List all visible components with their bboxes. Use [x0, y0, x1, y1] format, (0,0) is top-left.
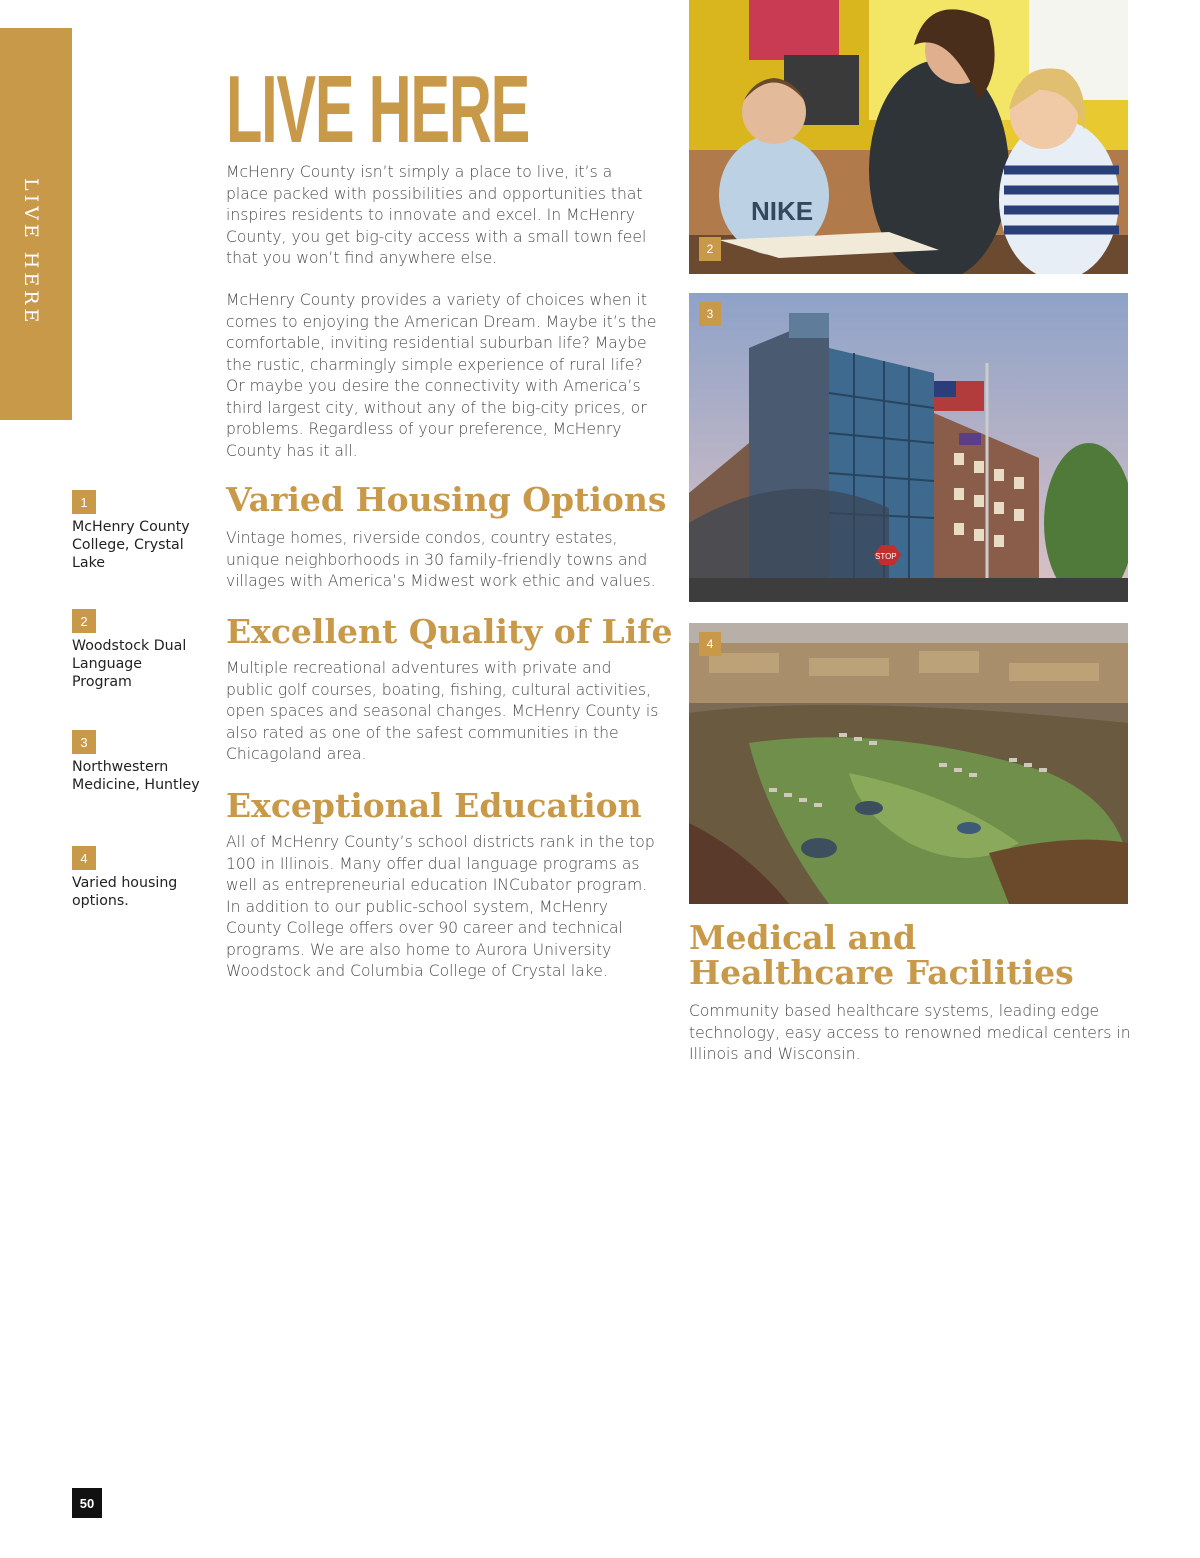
aerial-photo [689, 623, 1128, 904]
intro-paragraph-2: McHenry County provides a variety of choices when it comes to enjoying the American Dream. Maybe it’s the comfortable, inviting residential suburban life? Maybe the rustic, charmingly simple experience of rural life? Or maybe you desire the connectivity with America’s third largest city, without any of the big-city prices, or problems. Regardless of your preference, McHenry County has it all. [226, 291, 657, 460]
hospital-illustration [689, 293, 1128, 602]
page-title: LIVE HERE [226, 56, 530, 163]
section-heading-housing: Varied Housing Options [226, 480, 667, 519]
college-illustration [0, 1000, 1200, 1558]
college-photo [0, 1000, 1200, 1558]
caption-text-3: Northwestern Medicine, Huntley [72, 759, 200, 793]
caption-text-2: Woodstock Dual Language Program [72, 638, 187, 690]
caption-text-4: Varied housing options. [72, 875, 178, 909]
aerial-illustration [689, 623, 1128, 904]
page-number: 50 [72, 1488, 102, 1518]
medical-heading-line-2: Healthcare Facilities [689, 953, 1074, 992]
stop-sign-text: STOP [875, 552, 897, 561]
shirt-text: NIKE [751, 196, 814, 226]
college-sign-text: McHENRY COUNTY COLLEGE [530, 1208, 753, 1224]
classroom-photo [689, 0, 1128, 274]
photo-badge-2: 2 [699, 237, 721, 261]
caption-badge-1: 1 [72, 490, 96, 514]
caption-badge-2: 2 [72, 609, 96, 633]
photo-badge-3: 3 [699, 302, 721, 326]
photo-badge-1: 1 [228, 1029, 250, 1053]
classroom-illustration [689, 0, 1128, 274]
section-body-education: All of McHenry County’s school districts rank in the top 100 in Illinois. Many offer dual language programs as well as entrepreneurial education INCubator program. In addition to our public-school system, McHenry County College offers over 90 career and technical programs. We are also home to Aurora University Woodstock and Columbia College of Crystal lake. [226, 833, 655, 980]
medical-heading-line-1: Medical and [689, 918, 917, 957]
caption-text-1: McHenry County College, Crystal Lake [72, 519, 190, 571]
section-body-quality: Multiple recreational adventures with private and public golf courses, boating, fishing, cultural activities, open spaces and seasonal changes. McHenry County is also rated as one of the safest communities in the Chicagoland area. [226, 659, 659, 763]
section-heading-quality: Excellent Quality of Life [226, 612, 673, 651]
caption-badge-3: 3 [72, 730, 96, 754]
hospital-photo [689, 293, 1128, 602]
photo-badge-4: 4 [699, 632, 721, 656]
section-heading-education: Exceptional Education [226, 786, 642, 825]
side-tab [0, 28, 72, 420]
section-body-housing: Vintage homes, riverside condos, country estates, unique neighborhoods in 30 family-friendly towns and villages with America’s Midwest work ethic and values. [226, 529, 656, 590]
medical-body: Community based healthcare systems, leading edge technology, easy access to renowned medical centers in Illinois and Wisconsin. [689, 1002, 1131, 1063]
side-tab-label: LIVE HERE [20, 178, 42, 327]
intro-paragraph-1: McHenry County isn’t simply a place to live, it’s a place packed with possibilities and opportunities that inspires residents to innovate and excel. In McHenry County, you get big-city access with a small town feel that you won’t find anywhere else. [226, 163, 647, 267]
caption-badge-4: 4 [72, 846, 96, 870]
